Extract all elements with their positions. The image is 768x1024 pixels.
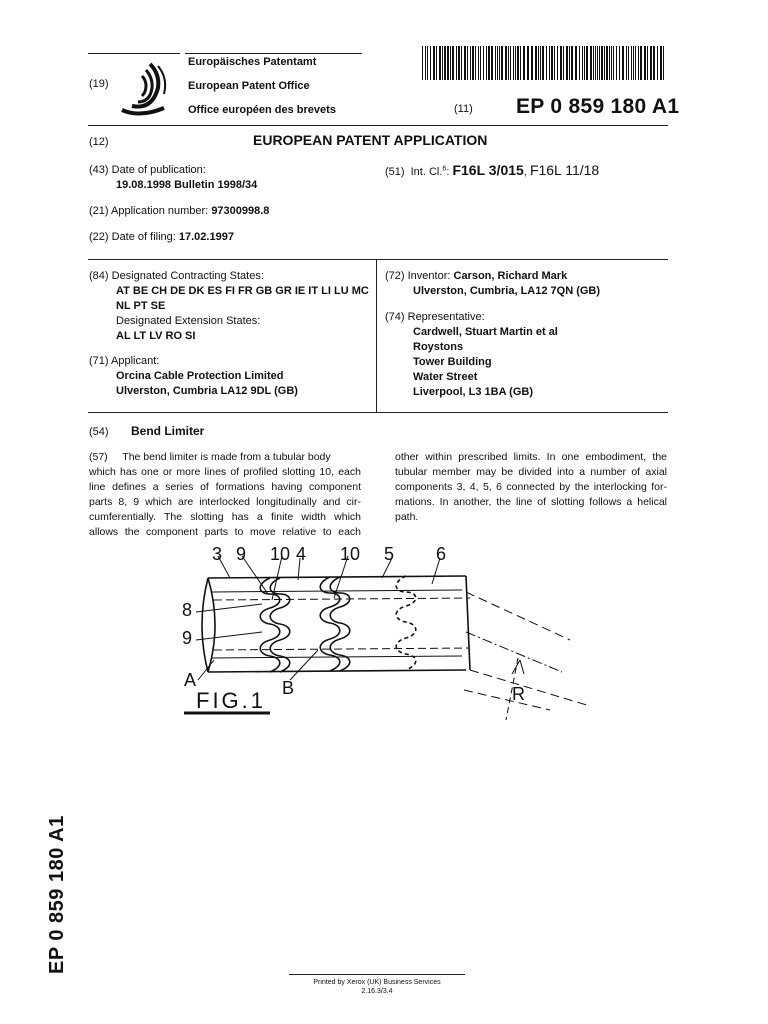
field-51: (51) Int. Cl.$^6$: F16L 3/015, F16L 11/18: [385, 162, 600, 178]
fig-label-5: 5: [384, 544, 395, 564]
barcode-bar: [597, 46, 598, 80]
barcode-bar: [510, 46, 511, 80]
barcode-bar: [595, 46, 596, 80]
side-publication-number: EP 0 859 180 A1: [46, 815, 68, 974]
contracting-states-label: Designated Contracting States:: [111, 270, 264, 282]
abstract-line: other within prescribed limits. In one embodiment, the: [395, 451, 667, 463]
applicant-label: Applicant:: [111, 355, 160, 367]
office-name-fr: Office européen des brevets: [188, 104, 336, 116]
barcode-bar: [563, 46, 564, 80]
barcode-bar: [584, 46, 585, 80]
fig-label-9: 9: [182, 628, 193, 648]
barcode-bar: [488, 46, 490, 80]
barcode-bar: [560, 46, 562, 80]
fig-label-r: R: [512, 684, 525, 704]
code-72: (72): [385, 270, 405, 282]
code-12: (12): [89, 136, 109, 148]
barcode-bar: [517, 46, 519, 80]
int-cl-label: Int. Cl.: [410, 166, 443, 178]
barcode-bar: [527, 46, 529, 80]
barcode-bar: [467, 46, 468, 80]
barcode-bar: [542, 46, 544, 80]
barcode-bar: [609, 46, 610, 80]
code-43: (43): [89, 164, 109, 176]
barcode-bar: [433, 46, 435, 80]
barcode-bar: [604, 46, 605, 80]
abstract-line: mations. In another, the line of slotting follows a helical: [395, 496, 667, 508]
code-21: (21): [89, 205, 109, 217]
barcode-bar: [611, 46, 612, 80]
publication-date-value: 19.08.1998 Bulletin 1998/34: [116, 179, 258, 191]
barcode-bar: [470, 46, 471, 80]
office-name-de: Europäisches Patentamt: [188, 56, 317, 68]
barcode-bar: [579, 46, 580, 80]
barcode-bar: [520, 46, 521, 80]
field-84: [89, 269, 264, 284]
barcode-bar: [628, 46, 629, 80]
barcode-bar: [569, 46, 570, 80]
applicant-address: Ulverston, Cumbria LA12 9DL (GB): [116, 385, 298, 397]
barcode-bar: [442, 46, 443, 80]
barcode-bar: [635, 46, 636, 80]
barcode-bar: [447, 46, 449, 80]
field-72: [385, 269, 567, 284]
barcode-bar: [571, 46, 573, 80]
barcode-bar: [456, 46, 457, 80]
representative-line2: Roystons: [413, 341, 464, 353]
barcode-bar: [491, 46, 493, 80]
barcode-bar: [505, 46, 507, 80]
barcode-bar: [554, 46, 555, 80]
abstract-line: components 3, 4, 5, 6 connected by the interlocking for-: [395, 481, 667, 493]
barcode-bar: [549, 46, 550, 80]
abstract-left-column: [89, 450, 361, 540]
representative-line4: Water Street: [413, 371, 478, 383]
publication-number: EP 0 859 180 A1: [516, 95, 680, 118]
abstract-line: The bend limiter is made from a tubular body: [122, 451, 331, 463]
inventor-address: Ulverston, Cumbria, LA12 7QN (GB): [413, 285, 601, 297]
footer-code: 2.16.3/3.4: [361, 988, 393, 995]
code-71: (71): [89, 355, 109, 367]
abstract-right-column: [395, 450, 667, 525]
contracting-states-line1: AT BE CH DE DK ES FI FR GB GR IE IT LI LU MC: [116, 285, 369, 297]
extension-states-label: Designated Extension States:: [116, 315, 261, 327]
fig-label-a: A: [184, 670, 197, 690]
barcode-bar: [616, 46, 617, 80]
barcode-bar: [633, 46, 634, 80]
barcode-bar: [613, 46, 614, 80]
barcode-bar: [501, 46, 503, 80]
barcode-bar: [515, 46, 516, 80]
barcode-bar: [422, 46, 423, 80]
abstract-line: allows the component parts to move relative to each: [89, 526, 361, 538]
code-22: (22): [89, 231, 109, 243]
representative-line5: Liverpool, L3 1BA (GB): [413, 386, 533, 398]
barcode-bar: [461, 46, 462, 80]
barcode-bar: [638, 46, 639, 80]
code-84: (84): [89, 270, 109, 282]
abstract-line: tubular member may be divided into a number of axial: [395, 466, 667, 478]
barcode-bar: [486, 46, 487, 80]
code-19: (19): [89, 78, 109, 90]
barcode-bar: [653, 46, 655, 80]
header-rule-right: [185, 53, 362, 54]
barcode-bar: [444, 46, 446, 80]
barcode-bar: [452, 46, 454, 80]
abstract-line: path.: [395, 511, 419, 523]
code-57: (57): [89, 451, 108, 463]
filing-date-label: Date of filing:: [111, 231, 176, 243]
int-cl-other: F16L 11/18: [529, 162, 600, 178]
footer-printer: Printed by Xerox (UK) Business Services: [313, 979, 441, 986]
office-name-en: European Patent Office: [188, 80, 310, 92]
barcode-bar: [540, 46, 541, 80]
abstract-line: parts 8, 9 which are interlocked longitudinally and cir-: [89, 496, 361, 508]
abstract-line: line defines a series of formations having component: [89, 481, 361, 493]
barcode-bar: [619, 46, 620, 80]
footer: [289, 978, 465, 996]
barcode-bar: [475, 46, 476, 80]
barcode-bar: [663, 46, 664, 80]
bend-limiter-drawing: [170, 540, 590, 730]
fig-label-10b: 10: [340, 544, 361, 564]
barcode-bar: [464, 46, 466, 80]
barcode-bar: [593, 46, 594, 80]
barcode-bar: [480, 46, 481, 80]
barcode-bar: [523, 46, 525, 80]
box-top-rule: [88, 259, 668, 260]
code-54: (54): [89, 426, 109, 438]
barcode-bar: [622, 46, 624, 80]
document-type-title: EUROPEAN PATENT APPLICATION: [253, 132, 488, 148]
barcode-bar: [499, 46, 500, 80]
barcode-bar: [660, 46, 662, 80]
barcode-bar: [535, 46, 537, 80]
barcode-bar: [425, 46, 426, 80]
barcode-bar: [640, 46, 642, 80]
barcode-bar: [631, 46, 632, 80]
barcode: [422, 46, 668, 80]
inventor-label: Inventor:: [407, 270, 451, 282]
barcode-bar: [538, 46, 539, 80]
barcode-bar: [439, 46, 441, 80]
barcode-bar: [657, 46, 658, 80]
code-74: (74): [385, 311, 405, 323]
barcode-bar: [513, 46, 514, 80]
contracting-states-line2: NL PT SE: [116, 300, 166, 312]
field-21: [89, 204, 269, 219]
publication-date-label: Date of publication:: [111, 164, 206, 176]
application-number-value: 97300998.8: [211, 205, 270, 217]
figure-caption: FIG.1: [196, 688, 267, 713]
barcode-bar: [582, 46, 583, 80]
barcode-bar: [551, 46, 553, 80]
header-divider: [88, 125, 668, 126]
code-11: (11): [454, 103, 473, 115]
barcode-bar: [546, 46, 547, 80]
invention-title: Bend Limiter: [131, 424, 205, 438]
barcode-bar: [483, 46, 484, 80]
barcode-bar: [458, 46, 460, 80]
box-bottom-rule: [88, 412, 668, 413]
barcode-bar: [495, 46, 496, 80]
barcode-bar: [436, 46, 437, 80]
barcode-bar: [590, 46, 592, 80]
code-51: (51): [385, 166, 405, 178]
representative-line3: Tower Building: [413, 356, 492, 368]
extension-states-value: AL LT LV RO SI: [116, 330, 196, 342]
representative-label: Representative:: [407, 311, 485, 323]
field-22: [89, 230, 234, 245]
int-cl-main: F16L 3/015: [452, 162, 524, 178]
box-center-rule: [376, 259, 377, 412]
barcode-bar: [557, 46, 558, 80]
barcode-bar: [601, 46, 603, 80]
fig-label-b: B: [282, 678, 295, 698]
header-rule-left: [88, 53, 180, 54]
barcode-bar: [478, 46, 479, 80]
barcode-bar: [508, 46, 509, 80]
barcode-bar: [626, 46, 627, 80]
int-cl-edition: 6: [442, 165, 447, 173]
field-43: [89, 163, 206, 178]
barcode-bar: [586, 46, 588, 80]
barcode-bar: [427, 46, 428, 80]
fig-label-6: 6: [436, 544, 447, 564]
barcode-bar: [644, 46, 646, 80]
barcode-bar: [647, 46, 648, 80]
filing-date-value: 17.02.1997: [178, 231, 234, 243]
application-number-label: Application number:: [111, 205, 209, 217]
field-71: [89, 354, 159, 369]
barcode-bar: [531, 46, 533, 80]
epo-logo-icon: [118, 58, 176, 120]
barcode-bar: [566, 46, 568, 80]
barcode-bar: [606, 46, 608, 80]
fig-label-10a: 10: [270, 544, 291, 564]
representative-line1: Cardwell, Stuart Martin et al: [413, 326, 558, 338]
fig-label-8: 8: [182, 600, 193, 620]
barcode-bar: [450, 46, 451, 80]
fig-label-3: 3: [212, 544, 223, 564]
fig-label-9-top: 9: [236, 544, 247, 564]
barcode-bar: [599, 46, 600, 80]
field-74: [385, 310, 485, 325]
footer-rule: [289, 974, 465, 975]
barcode-bar: [472, 46, 474, 80]
barcode-bar: [497, 46, 498, 80]
barcode-bar: [650, 46, 652, 80]
inventor-name: Carson, Richard Mark: [453, 270, 568, 282]
barcode-bar: [575, 46, 577, 80]
abstract-line: which has one or more lines of profiled slotting 10, each: [89, 466, 361, 478]
abstract-line: cumferentially. The slotting has a finite width which: [89, 511, 361, 523]
applicant-name: Orcina Cable Protection Limited: [116, 370, 284, 382]
fig-label-4: 4: [296, 544, 307, 564]
barcode-bar: [430, 46, 431, 80]
